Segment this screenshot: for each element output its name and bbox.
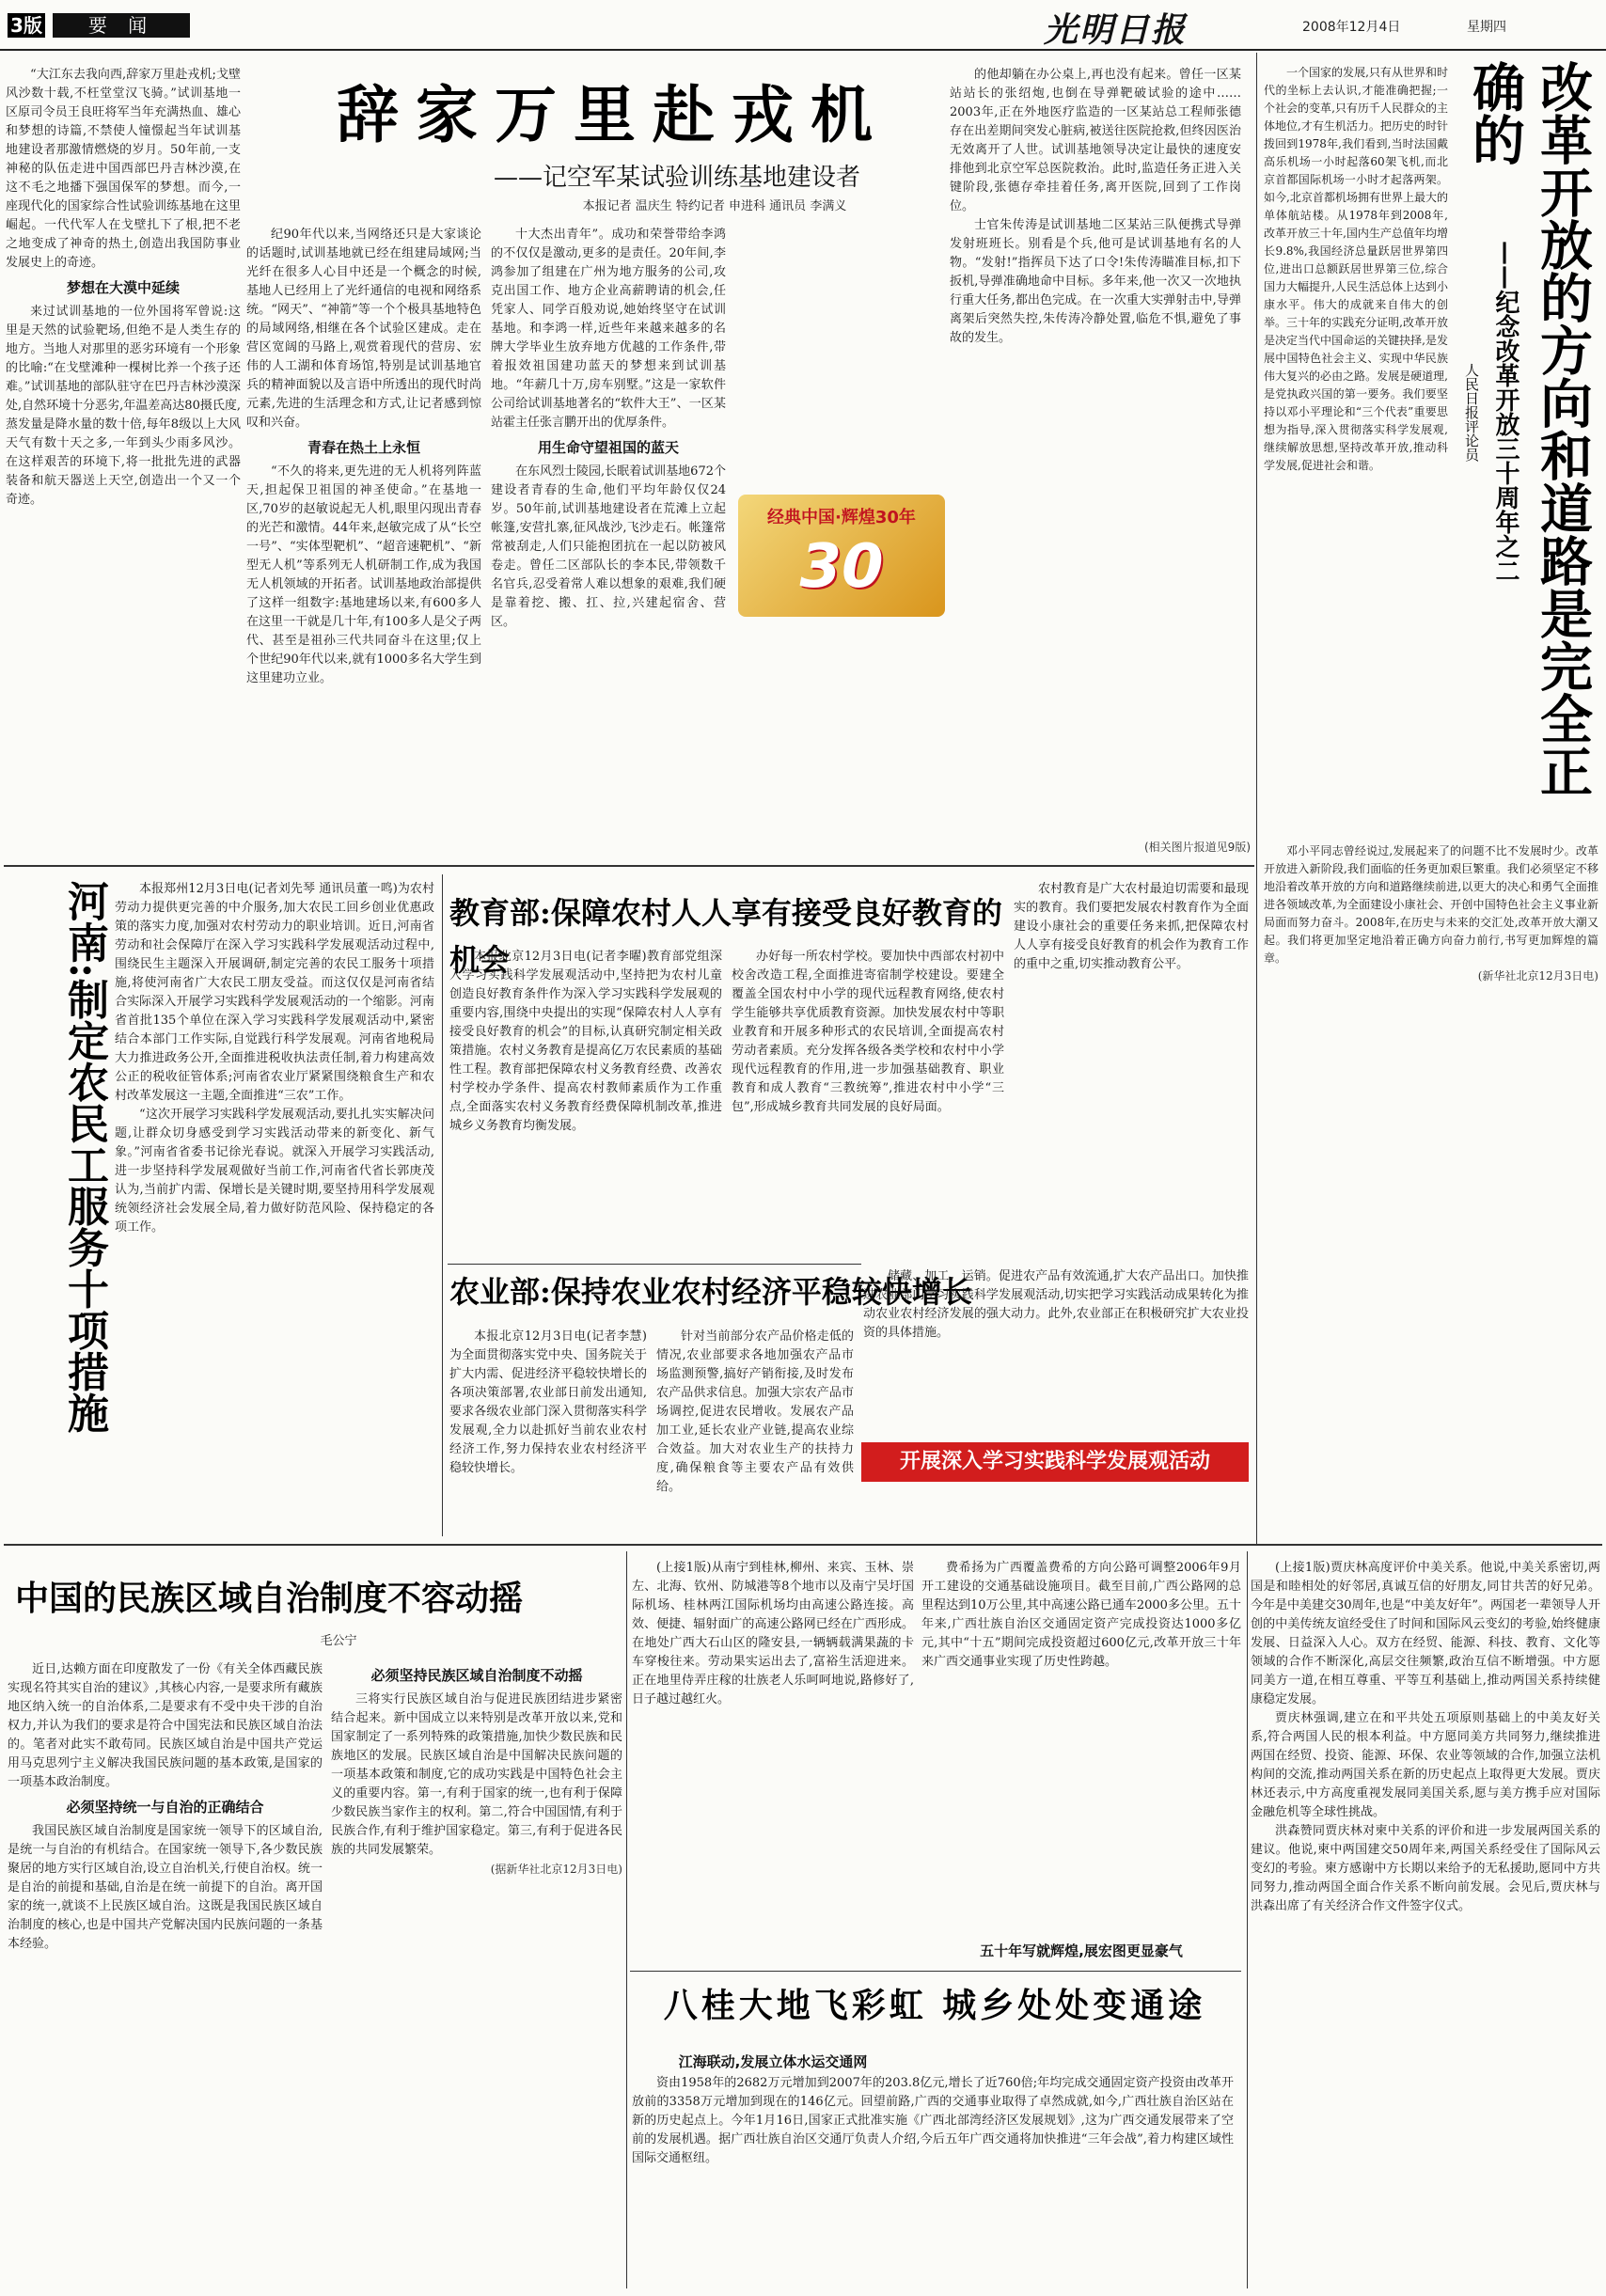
- agriculture-body-3: [863, 1267, 1249, 1380]
- lead-col1-sec-text: 来过试训基地的一位外国将军曾说:这里是天然的试验靶场,但绝不是人类生存的地方。当地人对那里的恶劣环境有一个形象的比喻:“在戈壁滩种一棵树比养一个孩子还难。”试训基地的部队驻守在巴丹吉林沙漠深处,自然环境十分恶劣,年温差高达80摄氏度,蒸发量是降水量的数十倍,每年8级以上大风天气有数十天之多,一年到头少雨多风沙。在这样艰苦的环境下,将一批批先进的武器装备和航天器送上天空,创造出一个又一个奇迹。: [6, 305, 241, 507]
- lead-col3-sec-text: 在东风烈士陵园,长眠着试训基地672个建设者青春的生命,他们平均年龄仅仅24岁。50年前,试训基地建设者在荒滩上立起帐篷,安营扎寨,征风战沙,飞沙走石。帐篷常常被刮走,人们只能抱团抗在一起以防被风卷走。曾任二区部队长的李本民,带领数千名官兵,忍受着常人难以想象的艰难,我们硬是靠着挖、搬、扛、拉,兴建起宿舍、营区。: [491, 464, 726, 629]
- commentary-subtitle: ——纪念改革开放三十周年之二: [1491, 241, 1519, 583]
- guangxi-column-3: [632, 2074, 1234, 2285]
- middle-band: [0, 869, 1255, 1542]
- lead-col2-text: 纪90年代以来,当网络还只是大家谈论的话题时,试训基地就已经在组建局域网;当光纤在很多人心目中还是一个概念的时候,基地人已经用上了光纤通信的电视和网络系统。“网天”、“神箭”等一个个极具基地特色的局域网络,相继在各个试验区建成。走在营区宽阔的马路上,观赏着现代的营房、宏伟的人工湖和体育场馆,特别是试训基地官兵的精神面貌以及言语中所透出的现代时尚元素,先进的生活理念和方式,让记者感到惊叹和兴奋。: [246, 228, 481, 430]
- page-number: 3版: [8, 13, 45, 38]
- bottom-section: [0, 1548, 1606, 2292]
- ethnic-text-3: 三将实行民族区域自治与促进民族团结进步紧密结合起来。新中国成立以来特别是改革开放以来,党和国家制定了一系列特殊的政策措施,加快少数民族和民族地区的发展。民族区域自治是中国解决民族问题的一项基本政策和制度,它的成功实践是中国特色社会主义的重要内容。第一,有利于国家的统一,也有利于保障少数民族当家作主的权利。第二,符合中国国情,有利于民族合作,有利于维护国家稳定。第三,有利于促进各民族的共同发展繁荣。: [331, 1692, 622, 1857]
- commentary-title: 改革开放的方向和道路是完全正确的: [1464, 60, 1594, 797]
- henan-body: [115, 880, 434, 1529]
- page-header: [0, 0, 1606, 51]
- commentary-source: (新华社北京12月3日电): [1477, 969, 1598, 983]
- guangxi-text: (上接1版)从南宁到桂林,柳州、来宾、玉林、崇左、北海、钦州、防城港等8个地市以及南宁吴圩国际机场、桂林两江国际机场均由高速公路连接。高效、便捷、辐射面广的高速公路网已经在广西形成。在地处广西大石山区的隆安县,一辆辆载满果蔬的卡车穿梭往来。劳动果实运出去了,富裕生活迎进来。正在地里侍弄庄稼的壮族老人乐呵呵地说,路修好了,日子越过越红火。: [632, 1561, 914, 1706]
- agriculture-text-3: 储藏、加工、运销。促进农产品有效流通,扩大农产品出口。加快推进农业部门学习实践科学发展观活动,切实把学习实践活动成果转化为推动农业农村经济发展的强大动力。此外,农业部正在积极研究扩大农业投资的具体措施。: [863, 1269, 1249, 1340]
- lead-col4-sec-text: 士官朱传涛是试训基地二区某站三队便携式导弹发射班班长。别看是个兵,他可是试训基地有名的人物。“发射!”指挥员下达了口令!朱传涛瞄准目标,扣下扳机,导弹准确地命中目标。多年来,他一次又一次地执行重大任务,都出色完成。在一次重大实弹射击中,导弹离架后突然失控,朱传涛冷静处置,临危不惧,避免了事故的发生。: [950, 218, 1241, 345]
- henan-title: 河南:制定农民工服务十项措施: [60, 880, 108, 1434]
- lead-related-note: (相关图片报道见9版): [1144, 841, 1251, 854]
- guangxi-subhead-2: 江海联动,发展立体水运交通网: [678, 2053, 868, 2070]
- education-body: [449, 948, 722, 1258]
- lead-subhead-3: 用生命守望祖国的蓝天: [537, 439, 679, 456]
- commentary-body-top: [1264, 64, 1448, 835]
- guangxi-column-2: [921, 1559, 1241, 1935]
- lead-story: [0, 53, 1255, 863]
- classic-china-logo: [738, 495, 945, 617]
- lead-subhead-2: 青春在热土上永恒: [307, 439, 420, 456]
- ethnic-source: (据新华社北京12月3日电): [490, 1863, 622, 1876]
- section-label: 要 闻: [53, 13, 190, 38]
- guangxi-text-3: 资由1958年的2682万元增加到2007年的203.8亿元,增长了近760倍;年均完成交通固定资产投资由改革开放前的3358万元增加到现在的146亿元。回望前路,广西的交通事业取得了卓然成就,如今,广西壮族自治区站在新的历史起点上。今年1月16日,国家正式批准实施《广西北部湾经济区发展规划》,这为广西交通发展带来了空前的发展机遇。据广西壮族自治区交通厅负责人介绍,今后五年广西交通将加快推进“三年会战”,着力构建区域性国际交通枢纽。: [632, 2076, 1234, 2165]
- education-title: 教育部:保障农村人人享有接受良好教育的机会: [449, 895, 1002, 978]
- commentary-body-bottom: [1264, 842, 1598, 1491]
- divider-right: [1256, 53, 1257, 1544]
- education-text: 本报北京12月3日电(记者李曜)教育部党组深入学习实践科学发展观活动中,坚持把为农村儿童创造良好教育条件作为深入学习实践科学发展观的重要内容,围绕中央提出的实现“保障农村人人享有接受良好教育的机会”的目标,认真研究制定相关政策措施。农村义务教育是提高亿万农民素质的基础性工程。教育部把保障农村义务教育经费、改善农村学校办学条件、提高农村教师素质作为工作重点,全面落实农村义务教育经费保障机制改革,推进城乡义务教育均衡发展。: [449, 950, 722, 1133]
- lead-column-2: [246, 226, 481, 857]
- jia-text-2: 贾庆林强调,建立在和平共处五项原则基础上的中美友好关系,符合两国人民的根本利益。中方愿同美方共同努力,继续推进两国在经贸、投资、能源、环保、农业等领域的合作,加强立法机构间的交流,推动两国关系在新的历史起点上取得更大发展。贾庆林还表示,中方高度重视发展同美国关系,愿与美方携手应对国际金融危机等全球性挑战。: [1251, 1711, 1600, 1819]
- agriculture-text: 本报北京12月3日电(记者李慧)为全面贯彻落实党中央、国务院关于扩大内需、促进经济平稳较快增长的各项决策部署,农业部日前发出通知,要求各级农业部门深入贯彻落实科学发展观,全力以赴抓好当前农业农村经济工作,努力保持农业农村经济平稳较快增长。: [449, 1329, 647, 1475]
- guangxi-title: 八桂大地飞彩虹 城乡处处变通途: [663, 1986, 1206, 2025]
- commentary-body-text: 一个国家的发展,只有从世界和时代的坐标上去认识,才能准确把握;一个社会的变革,只有历千人民群众的主体地位,才有生机活力。把历史的时针拨回到1978年,我们看到,当时法国戴高乐机场一小时起落60架飞机,而北京首都国际机场一小时才起落两架。如今,北京首都机场拥有世界上最大的单体航站楼。从1978年到2008年,改革开放三十年,国内生产总值年均增长9.8%,我国经济总量跃居世界第四位,进出口总额跃居世界第三位,综合国力大幅提升,人民生活总体上达到小康水平。伟大的成就来自伟大的创举。三十年的实践充分证明,改革开放是决定当代中国命运的关键抉择,是发展中国特色社会主义、实现中华民族伟大复兴的必由之路。发展是硬道理,是党执政兴国的第一要务。我们要坚持以邓小平理论和“三个代表”重要思想为指导,深入贯彻落实科学发展观,继续解放思想,坚持改革开放,推动科学发展,促进社会和谐。: [1264, 66, 1448, 472]
- lead-col2-sec-text: “不久的将来,更先进的无人机将列阵蓝天,担起保卫祖国的神圣使命。”在基地一区,70岁的赵敏说起无人机,眼里闪现出青春的光芒和激情。44年来,赵敏完成了从“长空一号”、“实体型靶机”、“超音速靶机”、“新型无人机”等系列无人机研制工作,成为我国无人机领域的开拓者。试训基地政治部提供了这样一组数字:基地建场以来,有600多人在这里一干就是几十年,有100多人是父子两代、甚至是祖孙三代共同奋斗在这里;仅上个世纪90年代以来,就有1000多名大学生到这里建功立业。: [246, 464, 481, 685]
- lead-subhead-1: 梦想在大漠中延续: [66, 279, 180, 296]
- ethnic-text-2: 我国民族区域自治制度是国家统一领导下的区域自治,是统一与自治的有机结合。在国家统一领导下,各少数民族聚居的地方实行区域自治,设立自治机关,行使自治权。统一是自治的前提和基础,自治是在统一前提下的自治。离开国家的统一,就谈不上民族区域自治。这既是我国民族区域自治制度的核心,也是中国共产党解决国内民族问题的一条基本经验。: [8, 1824, 323, 1951]
- commentary-article: [1260, 53, 1602, 1519]
- lead-title: 辞家万里赴戎机: [337, 78, 890, 151]
- ethnic-title: 中国的民族区域自治制度不容动摇: [15, 1579, 524, 1618]
- education-text-2: 办好每一所农村学校。要加快中西部农村初中校舍改造工程,全面推进寄宿制学校建设。要建全覆盖全国农村中小学的现代远程教育网络,使农村学生能够共享优质教育资源。加快发展农村中等职业教育和开展多种形式的农民培训,全面提高农村劳动者素质。充分发挥各级各类学校和农村中小学现代远程教育的作用,进一步加强基础教育、职业教育和成人教育“三教统筹”,推进农村中小学“三包”,形成城乡教育共同发展的良好局面。: [732, 950, 1004, 1114]
- education-body-2: [732, 948, 1004, 1258]
- jia-text: (上接1版)贾庆林高度评价中美关系。他说,中美关系密切,两国是和睦相处的好邻居,真诚互信的好朋友,同甘共苦的好兄弟。今年是中美建交30周年,也是“中美友好年”。两国老一辈领导人开创的中美传统友谊经受住了时间和国际风云变幻的考验,始终健康发展、日益深入人心。双方在经贸、能源、科技、教育、文化等领域的合作不断深化,高层交往频繁,政治互信不断增强。中方愿同美方一道,在相互尊重、平等互利基础上,推动两国关系持续健康稳定发展。: [1251, 1561, 1600, 1706]
- ethnic-text: 近日,达赖方面在印度散发了一份《有关全体西藏民族实现名符其实自治的建议》,其核心内容,一是要求所有藏族地区纳入统一的自治体系,二是要求有不受中央干涉的自治权力,并认为我们的要求是符合中国宪法和民族区域自治法的。笔者对此实不敢苟同。民族区域自治是中国共产党运用马克思列宁主义解决我国民族问题的基本政策,是国家的一项基本政治制度。: [8, 1662, 323, 1789]
- guangxi-text-2: 费希扬为广西覆盖费希的方向公路可调整2006年9月开工建设的交通基础设施项目。截至目前,广西公路网的总里程达到10万公里,其中高速公路已通车2000多公里。五十年来,广西壮族自治区交通固定资产完成投资达1000多亿元,其中“十五”期间完成投资超过600亿元,改革开放三十年来广西交通事业实现了历史性跨越。: [921, 1561, 1241, 1669]
- guangxi-subhead-1: 五十年写就辉煌,展宏图更显豪气: [980, 1942, 1183, 1959]
- ethnic-column-1: [8, 1660, 323, 2281]
- ethnic-author: 毛公宁: [320, 1634, 357, 1648]
- jia-column: [1251, 1559, 1600, 2283]
- divider-jia: [1247, 1551, 1248, 2288]
- commentary-body2-text: 邓小平同志曾经说过,发展起来了的问题不比不发展时少。改革开放进入新阶段,我们面临的任务更加艰巨繁重。我们必须坚定不移地沿着改革开放的方向和道路继续前进,以更大的决心和勇气全面推进各领域改革,为全面建设小康社会、开创中国特色社会主义事业新局面而努力奋斗。2008年,在历史与未来的交汇处,改革开放大潮又起。我们将更加坚定地沿着正确方向奋力前行,书写更加辉煌的篇章。: [1264, 844, 1598, 965]
- lead-column-3: [491, 226, 726, 857]
- divider-edu-agr: [448, 1264, 861, 1265]
- henan-text-2: “这次开展学习实践科学发展观活动,要扎扎实实解决问题,让群众切身感受到学习实践活动带来的新变化、新气象。”河南省省委书记徐光春说。就深入开展学习实践活动,进一步坚持科学发展观做好当前工作,河南省代省长郭庚茂认为,当前扩内需、保增长是关键时期,要坚持用科学发展观统领经济社会发展全局,着力做好防范风险、保持稳定的各项工作。: [115, 1108, 434, 1234]
- agriculture-title: 农业部:保持农业农村经济平稳较快增长: [449, 1274, 972, 1310]
- ethnic-subhead-1: 必须坚持统一与自治的正确结合: [66, 1799, 264, 1816]
- issue-weekday: 星期四: [1467, 20, 1506, 35]
- logo-number: 30: [799, 532, 884, 602]
- divider-henan: [442, 874, 443, 1536]
- henan-text: 本报郑州12月3日电(记者刘先琴 通讯员董一鸣)为农村劳动力提供更完善的中介服务,加大农民工回乡创业优惠政策的落实力度,加强对农村劳动力的职业培训。近日,河南省劳动和社会保障厅在深入学习实践科学发展观活动过程中,围绕民生主题深入开展调研,制定完善的农民工服务十项措施,将使河南省广大农民工朋友受益。而这仅仅是河南省结合实际深入开展学习实践科学发展观活动的一个缩影。河南省首批135个单位在深入学习实践科学发展观活动中,紧密结合本部门工作实际,自觉践行科学发展观。河南省地税局大力推进政务公开,全面推进税收执法责任制,着力构建高效公正的税收征管体系;河南省农业厅紧紧围绕粮食生产和农村改革发展这一主题,全面推进“三农”工作。: [115, 882, 434, 1103]
- agriculture-body-2: [656, 1328, 854, 1534]
- education-body-3: [1014, 880, 1249, 1258]
- agriculture-text-2: 针对当前部分农产品价格走低的情况,农业部要求各地加强农产品市场监测预警,搞好产销衔接,及时发布农产品供求信息。加强大宗农产品市场调控,促进农民增收。发展农产品加工业,延长农业产业链,提高农业综合效益。加大对农业生产的扶持力度,确保粮食等主要农产品有效供给。: [656, 1329, 854, 1494]
- divider-ethnic: [626, 1551, 627, 2288]
- divider-guangxi: [630, 1971, 1241, 1972]
- lead-col4-text: 的他却躺在办公桌上,再也没有起来。曾任一区某站站长的张绍炮,也倒在导弹靶破试验的途中……2003年,正在外地医疗监造的一区某站总工程师张德存在出差期间突发心脏病,被送往医院抢救,但终因医治无效离开了人世。试训基地领导决定让最快的速度安排他到北京空军总医院救治。此时,监造任务正进入关键阶段,张德存牵挂着任务,离开医院,回到了工作岗位。: [950, 68, 1241, 213]
- lead-col3-text: 十大杰出青年”。成功和荣誉带给李鸿的不仅仅是激动,更多的是责任。20年间,李鸿参加了组建在广州为地方服务的公司,攻克出国工作、地方企业高薪聘请的机会,任凭家人、同学百般劝说,她始终坚守在试训基地。和李鸿一样,近些年来越来越多的名牌大学毕业生放弃地方优越的工作条件,带着报效祖国建功蓝天的梦想来到试训基地。“年薪几十万,房车别墅。”这是一家软件公司给试训基地著名的“软件大王”、一区某站霍主任张言鹏开出的优厚条件。: [491, 228, 726, 430]
- ethnic-column-2: [331, 1660, 622, 2281]
- issue-date: 2008年12月4日: [1302, 20, 1401, 35]
- lead-column-4: [950, 66, 1241, 827]
- lead-col1-text: “大江东去我向西,辞家万里赴戎机;戈壁风沙数十载,不枉堂堂汉飞骑。”试训基地一区原司令员王良旺将军当年充满热血、雄心和梦想的诗篇,不禁使人憧憬起当年试训基地建设者那激情燃烧的岁月。50年前,一支神秘的队伍走进中国西部巴丹吉林沙漠,在这不毛之地播下强国保军的梦想。而今,一座现代化的国家综合性试验训练基地在这里崛起。一代代军人在戈壁扎下了根,把不老之地变成了神奇的热土,创造出我国防事业发展史上的奇迹。: [6, 68, 241, 270]
- divider-top: [4, 865, 1254, 867]
- ethnic-subhead-2: 必须坚持民族区域自治制度不动摇: [370, 1667, 583, 1684]
- lead-subtitle: ——记空军某试验训练基地建设者: [493, 164, 860, 192]
- masthead-logo: 光明日报: [1044, 10, 1188, 50]
- education-text-3: 农村教育是广大农村最迫切需要和最现实的教育。我们要把发展农村教育作为全面建设小康社会的重要任务来抓,把保障农村人人享有接受良好教育的机会作为教育工作的重中之重,切实推动教育公平。: [1014, 882, 1249, 971]
- agriculture-body: [449, 1328, 647, 1534]
- lead-column-1: [6, 66, 241, 856]
- guangxi-column-1: [632, 1559, 914, 1973]
- lead-byline: 本报记者 温庆生 特约记者 申进科 通讯员 李满义: [582, 199, 847, 213]
- campaign-banner: 开展深入学习实践科学发展观活动: [861, 1442, 1249, 1482]
- divider-bottom: [4, 1544, 1602, 1546]
- commentary-author-tag: 人民日报评论员: [1463, 363, 1480, 462]
- logo-text: 经典中国·辉煌30年: [767, 508, 916, 527]
- jia-text-3: 洪森赞同贾庆林对柬中关系的评价和进一步发展两国关系的建议。他说,柬中两国建交50周年来,两国关系经受住了国际风云变幻的考验。柬方感谢中方长期以来给予的无私援助,愿同中方共同努力,推动两国全面合作关系不断向前发展。会见后,贾庆林与洪森出席了有关经济合作文件签字仪式。: [1251, 1824, 1600, 1913]
